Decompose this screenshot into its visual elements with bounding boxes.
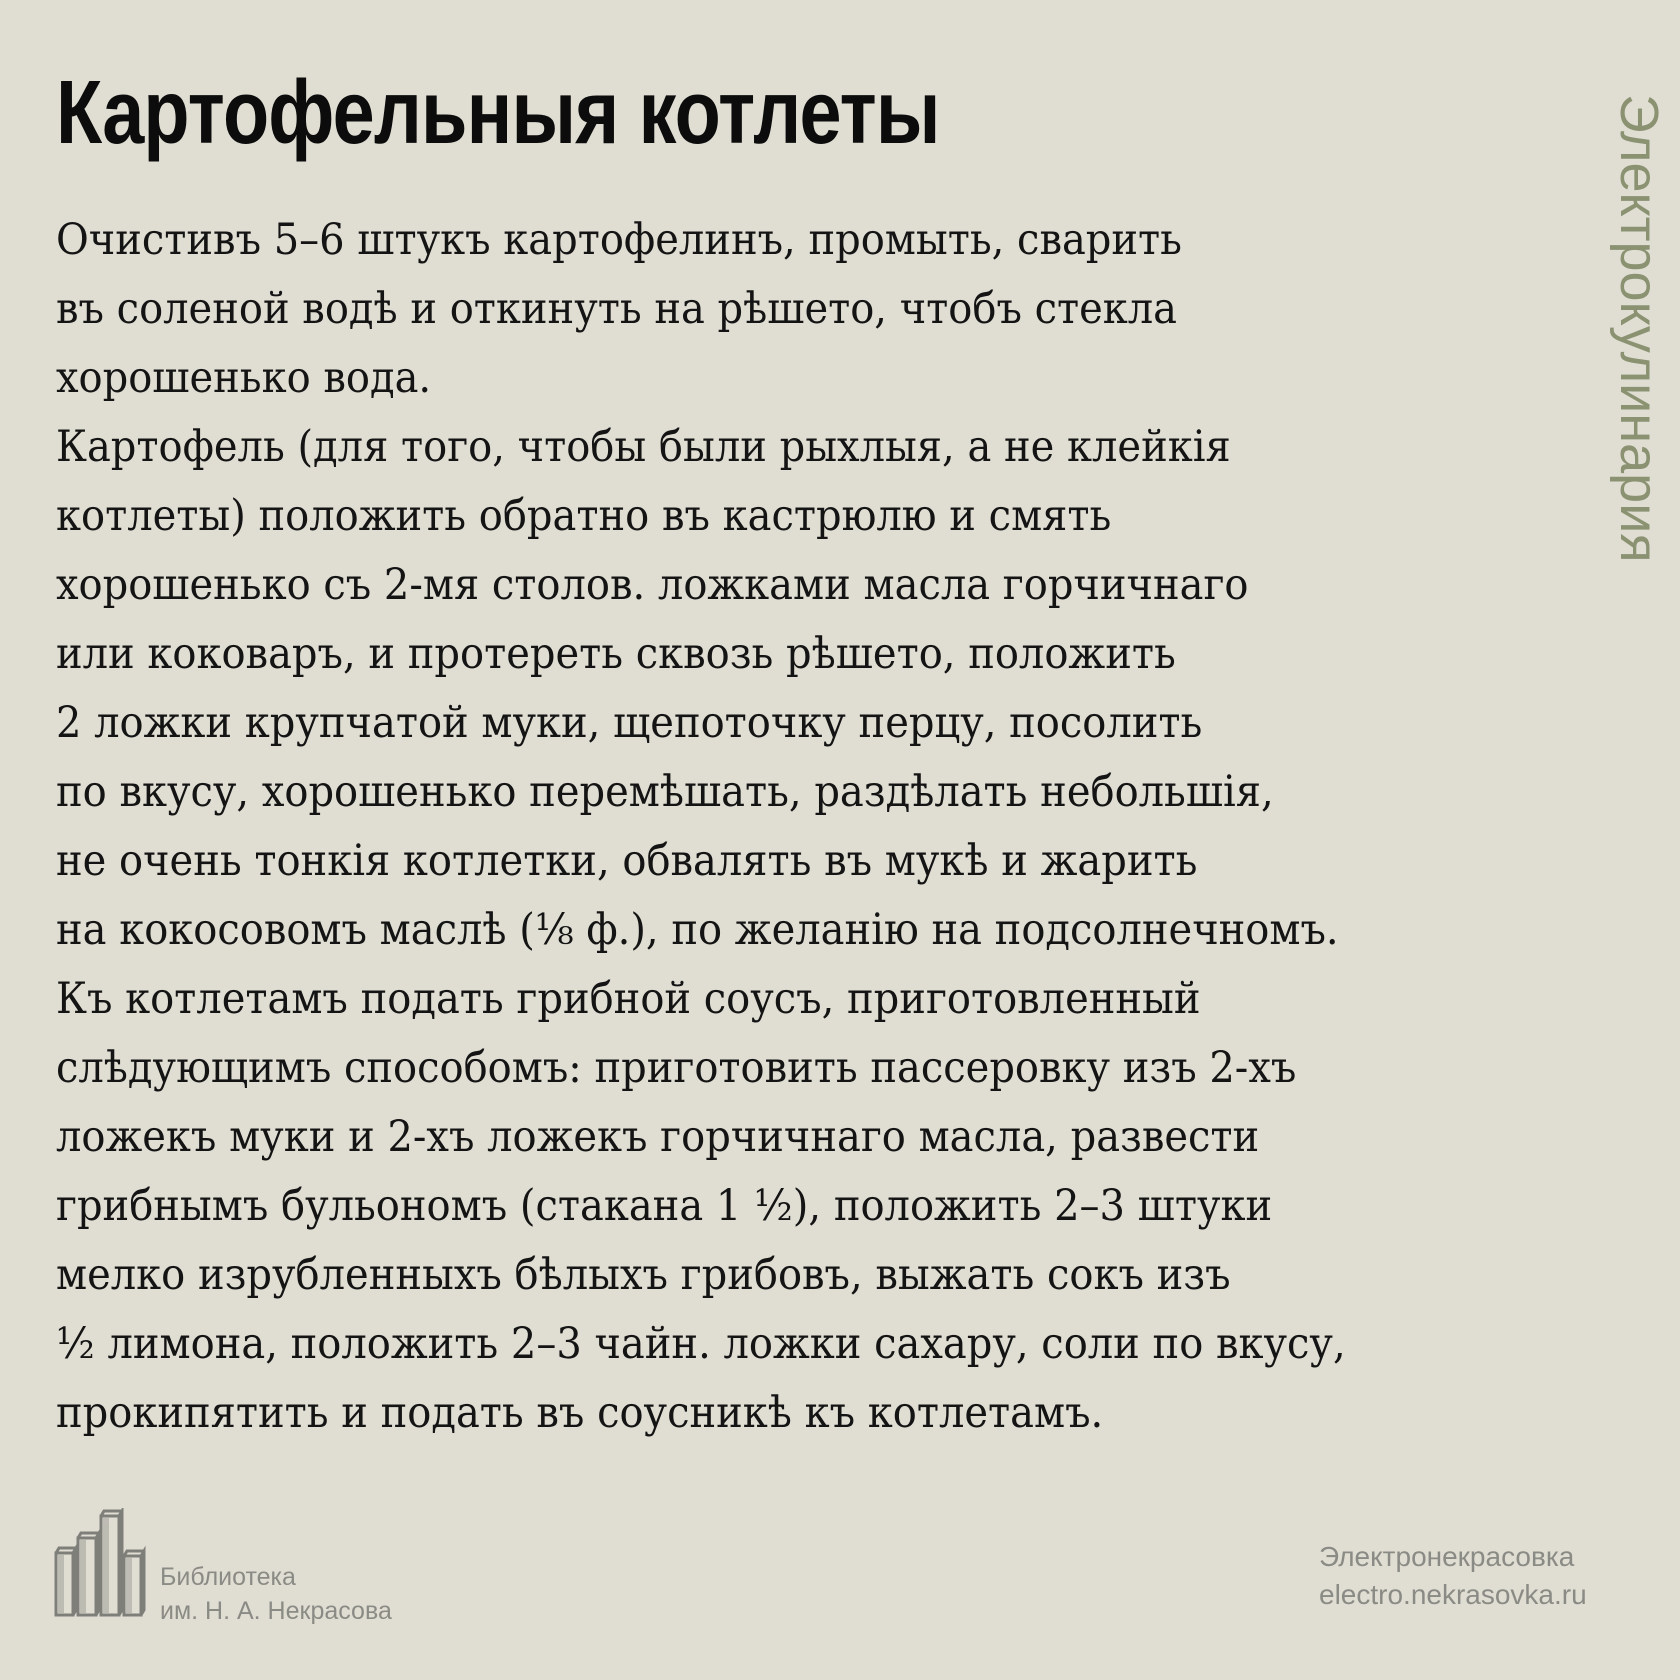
series-label: Электрокулинария <box>1609 94 1669 563</box>
recipe-line: ложекъ муки и 2-хъ ложекъ горчичнаго масла, развести <box>56 1112 1260 1162</box>
recipe-line: на кокосовомъ маслѣ (⅛ ф.), по желанію на подсолнечномъ. <box>56 905 1339 955</box>
recipe-line: Очистивъ 5–6 штукъ картофелинъ, промыть, сварить <box>56 215 1182 265</box>
recipe-line: 2 ложки крупчатой муки, щепоточку перцу, посолить <box>56 698 1203 748</box>
recipe-title: Картофельныя котлеты <box>56 63 940 163</box>
recipe-line: или коковаръ, и протереть сквозь рѣшето, положить <box>56 629 1176 679</box>
site-info <box>1319 1538 1587 1614</box>
recipe-line: слѣдующимъ способомъ: приготовить пассеровку изъ 2-хъ <box>56 1043 1297 1093</box>
recipe-line: не очень тонкія котлетки, обвалять въ мукѣ и жарить <box>56 836 1198 886</box>
recipe-line: въ соленой водѣ и откинуть на рѣшето, чтобъ стекла <box>56 284 1178 334</box>
recipe-line: хорошенько съ 2-мя столов. ложками масла горчичнаго <box>56 560 1249 610</box>
library-name <box>160 1560 392 1628</box>
recipe-line: мелко изрубленныхъ бѣлыхъ грибовъ, выжать сокъ изъ <box>56 1250 1231 1300</box>
recipe-text <box>56 206 1432 1448</box>
site-url[interactable]: electro.nekrasovka.ru <box>1319 1579 1587 1610</box>
recipe-line: котлеты) положить обратно въ кастрюлю и смять <box>56 491 1112 541</box>
recipe-line: Къ котлетамъ подать грибной соусъ, приготовленный <box>56 974 1201 1024</box>
recipe-line: ½ лимона, положить 2–3 чайн. ложки сахару, соли по вкусу, <box>56 1319 1346 1369</box>
recipe-line: по вкусу, хорошенько перемѣшать, раздѣлать небольшія, <box>56 767 1274 817</box>
site-name: Электронекрасовка <box>1319 1541 1575 1572</box>
recipe-line: хорошенько вода. <box>56 353 432 403</box>
recipe-line: прокипятить и подать въ соусникѣ къ котлетамъ. <box>56 1388 1104 1438</box>
recipe-line: грибнымъ бульономъ (стакана 1 ½), положить 2–3 штуки <box>56 1181 1273 1231</box>
library-name-line-1: Библиотека <box>160 1563 296 1591</box>
recipe-line: Картофель (для того, чтобы были рыхлыя, а не клейкія <box>56 422 1231 472</box>
library-books-logo-icon <box>54 1508 150 1618</box>
library-name-line-2: им. Н. А. Некрасова <box>160 1597 392 1625</box>
